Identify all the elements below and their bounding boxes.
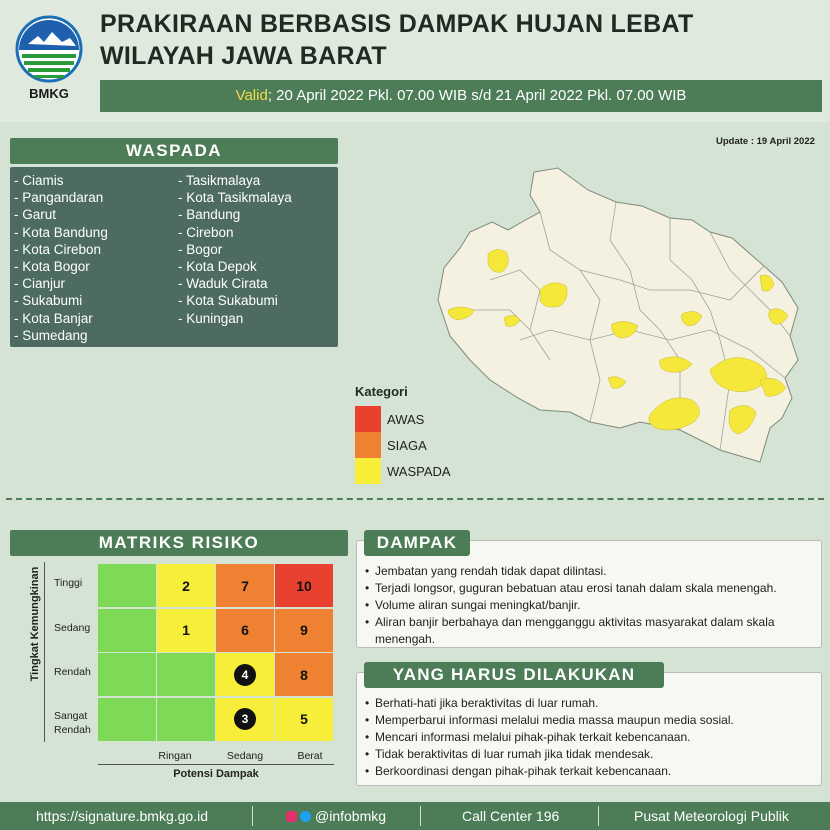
matrix-row-label: Sedang bbox=[54, 622, 91, 634]
dampak-list bbox=[365, 563, 815, 648]
region-item: - Kuningan bbox=[178, 310, 244, 326]
risk-score: 6 bbox=[241, 622, 249, 638]
legend-item-waspada bbox=[355, 458, 475, 484]
risk-score: 8 bbox=[300, 666, 308, 683]
legend-label: SIAGA bbox=[387, 438, 427, 453]
legend-swatch bbox=[355, 406, 381, 432]
matrix-col-label: Ringan bbox=[158, 750, 192, 762]
region-column-2 bbox=[178, 172, 292, 327]
risk-score: 7 bbox=[241, 577, 249, 594]
logo-text: BMKG bbox=[29, 86, 69, 101]
todo-list bbox=[365, 695, 815, 780]
social-handle[interactable] bbox=[286, 802, 386, 830]
bullet-item: • Jembatan yang rendah tidak dapat dilintasi. bbox=[365, 563, 815, 580]
legend-title: Kategori bbox=[355, 384, 408, 399]
call-center: Call Center 196 bbox=[462, 808, 560, 824]
title-line-2: WILAYAH JAWA BARAT bbox=[100, 42, 387, 70]
risk-cell bbox=[216, 564, 274, 607]
risk-cell bbox=[98, 564, 156, 607]
organization-name: Pusat Meteorologi Publik bbox=[634, 808, 789, 824]
bullet-item: • Tidak beraktivitas di luar rumah jika tidak mendesak. bbox=[365, 746, 815, 763]
section-divider bbox=[6, 498, 824, 500]
risk-cell bbox=[157, 564, 215, 607]
legend-item-awas bbox=[355, 406, 475, 432]
risk-score: 2 bbox=[182, 577, 190, 594]
risk-cell bbox=[216, 653, 274, 696]
header bbox=[0, 0, 830, 122]
risk-cell bbox=[216, 609, 274, 652]
region-item: - Bandung bbox=[178, 207, 241, 223]
risk-cell bbox=[275, 564, 333, 607]
region-item: - Cianjur bbox=[14, 276, 66, 292]
region-item: - Bogor bbox=[178, 241, 223, 257]
risk-matrix-grid bbox=[98, 564, 334, 742]
risk-cell bbox=[216, 698, 274, 741]
region-item: - Kota Bandung bbox=[14, 224, 108, 240]
footer bbox=[0, 802, 830, 830]
region-item: - Cirebon bbox=[178, 224, 234, 240]
footer-separator bbox=[420, 806, 421, 826]
risk-cell bbox=[98, 698, 156, 741]
risk-cell bbox=[157, 653, 215, 696]
legend-label: WASPADA bbox=[387, 464, 451, 479]
dampak-title: DAMPAK bbox=[364, 530, 470, 556]
matrix-title: MATRIKS RISIKO bbox=[10, 530, 348, 556]
legend-item-siaga bbox=[355, 432, 475, 458]
todo-title: YANG HARUS DILAKUKAN bbox=[364, 662, 664, 688]
risk-score: 3 bbox=[234, 708, 256, 730]
region-item: - Kota Tasikmalaya bbox=[178, 190, 292, 206]
bullet-item: • Aliran banjir berbahaya dan mengganggu aktivitas masyarakat dalam skala menengah. bbox=[365, 614, 815, 648]
waspada-title: WASPADA bbox=[10, 138, 338, 164]
region-item: - Kota Cirebon bbox=[14, 241, 102, 257]
risk-cell bbox=[98, 609, 156, 652]
region-item: - Waduk Cirata bbox=[178, 276, 268, 292]
risk-score: 4 bbox=[234, 664, 256, 686]
legend-label: AWAS bbox=[387, 412, 425, 427]
bullet-item: • Terjadi longsor, guguran bebatuan atau erosi tanah dalam skala menengah. bbox=[365, 580, 815, 597]
region-item: - Kota Sukabumi bbox=[178, 293, 278, 309]
footer-separator bbox=[598, 806, 599, 826]
todo-box bbox=[356, 672, 822, 786]
bullet-item: • Berhati-hati jika beraktivitas di luar rumah. bbox=[365, 695, 815, 712]
matrix-col-label: Berat bbox=[297, 750, 323, 762]
matrix-x-axis-line bbox=[98, 764, 334, 765]
risk-cell bbox=[98, 653, 156, 696]
dampak-box bbox=[356, 540, 822, 648]
risk-cell bbox=[275, 698, 333, 741]
instagram-icon bbox=[286, 811, 297, 822]
title-line-1: PRAKIRAAN BERBASIS DAMPAK HUJAN LEBAT bbox=[100, 10, 694, 38]
region-item: - Ciamis bbox=[14, 173, 64, 188]
matrix-x-axis-label: Potensi Dampak bbox=[173, 768, 259, 780]
region-item: - Sukabumi bbox=[14, 293, 83, 309]
bullet-item: • Mencari informasi melalui pihak-pihak terkait kebencanaan. bbox=[365, 729, 815, 746]
risk-cell bbox=[157, 609, 215, 652]
west-java-map bbox=[430, 160, 825, 465]
bmkg-logo bbox=[14, 14, 84, 110]
bullet-item: • Berkoordinasi dengan pihak-pihak terkait kebencanaan. bbox=[365, 763, 815, 780]
valid-period-text: ; 20 April 2022 Pkl. 07.00 WIB s/d 21 April 2022 Pkl. 07.00 WIB bbox=[267, 87, 687, 104]
region-item: - Garut bbox=[14, 207, 57, 223]
region-item: - Kota Depok bbox=[178, 259, 257, 275]
valid-period-bar bbox=[100, 80, 822, 112]
footer-separator bbox=[252, 806, 253, 826]
page-title bbox=[100, 8, 694, 72]
risk-cell bbox=[275, 609, 333, 652]
risk-score: 10 bbox=[296, 577, 312, 594]
region-item: - Kota Banjar bbox=[14, 310, 93, 326]
waspada-region-list bbox=[10, 167, 338, 347]
risk-cell bbox=[157, 698, 215, 741]
region-item: - Tasikmalaya bbox=[178, 173, 261, 188]
matrix-row-label: Rendah bbox=[54, 666, 91, 678]
matrix-row-label: Tinggi bbox=[54, 577, 83, 589]
social-handle-text: @infobmkg bbox=[315, 808, 387, 824]
update-date: Update : 19 April 2022 bbox=[716, 136, 815, 147]
matrix-y-axis-label: Tingkat Kemungkinan bbox=[29, 566, 41, 682]
matrix-y-axis-line bbox=[44, 562, 45, 742]
matrix-row-label: Sangat Rendah bbox=[54, 710, 91, 736]
bullet-item: • Memperbarui informasi melalui media massa maupun media sosial. bbox=[365, 712, 815, 729]
region-column-1 bbox=[14, 172, 108, 344]
region-item: - Kota Bogor bbox=[14, 259, 90, 275]
risk-score: 5 bbox=[300, 711, 308, 727]
risk-cell bbox=[275, 653, 333, 696]
legend-swatch bbox=[355, 432, 381, 458]
region-item: - Pangandaran bbox=[14, 190, 104, 206]
risk-score: 9 bbox=[300, 622, 308, 638]
valid-label: Valid bbox=[235, 87, 268, 104]
region-item: - Sumedang bbox=[14, 327, 88, 343]
bullet-item: • Volume aliran sungai meningkat/banjir. bbox=[365, 597, 815, 614]
twitter-icon bbox=[300, 811, 311, 822]
risk-score: 1 bbox=[182, 622, 190, 638]
website-link[interactable]: https://signature.bmkg.go.id bbox=[36, 808, 208, 824]
matrix-col-label: Sedang bbox=[226, 750, 264, 762]
legend-swatch bbox=[355, 458, 381, 484]
